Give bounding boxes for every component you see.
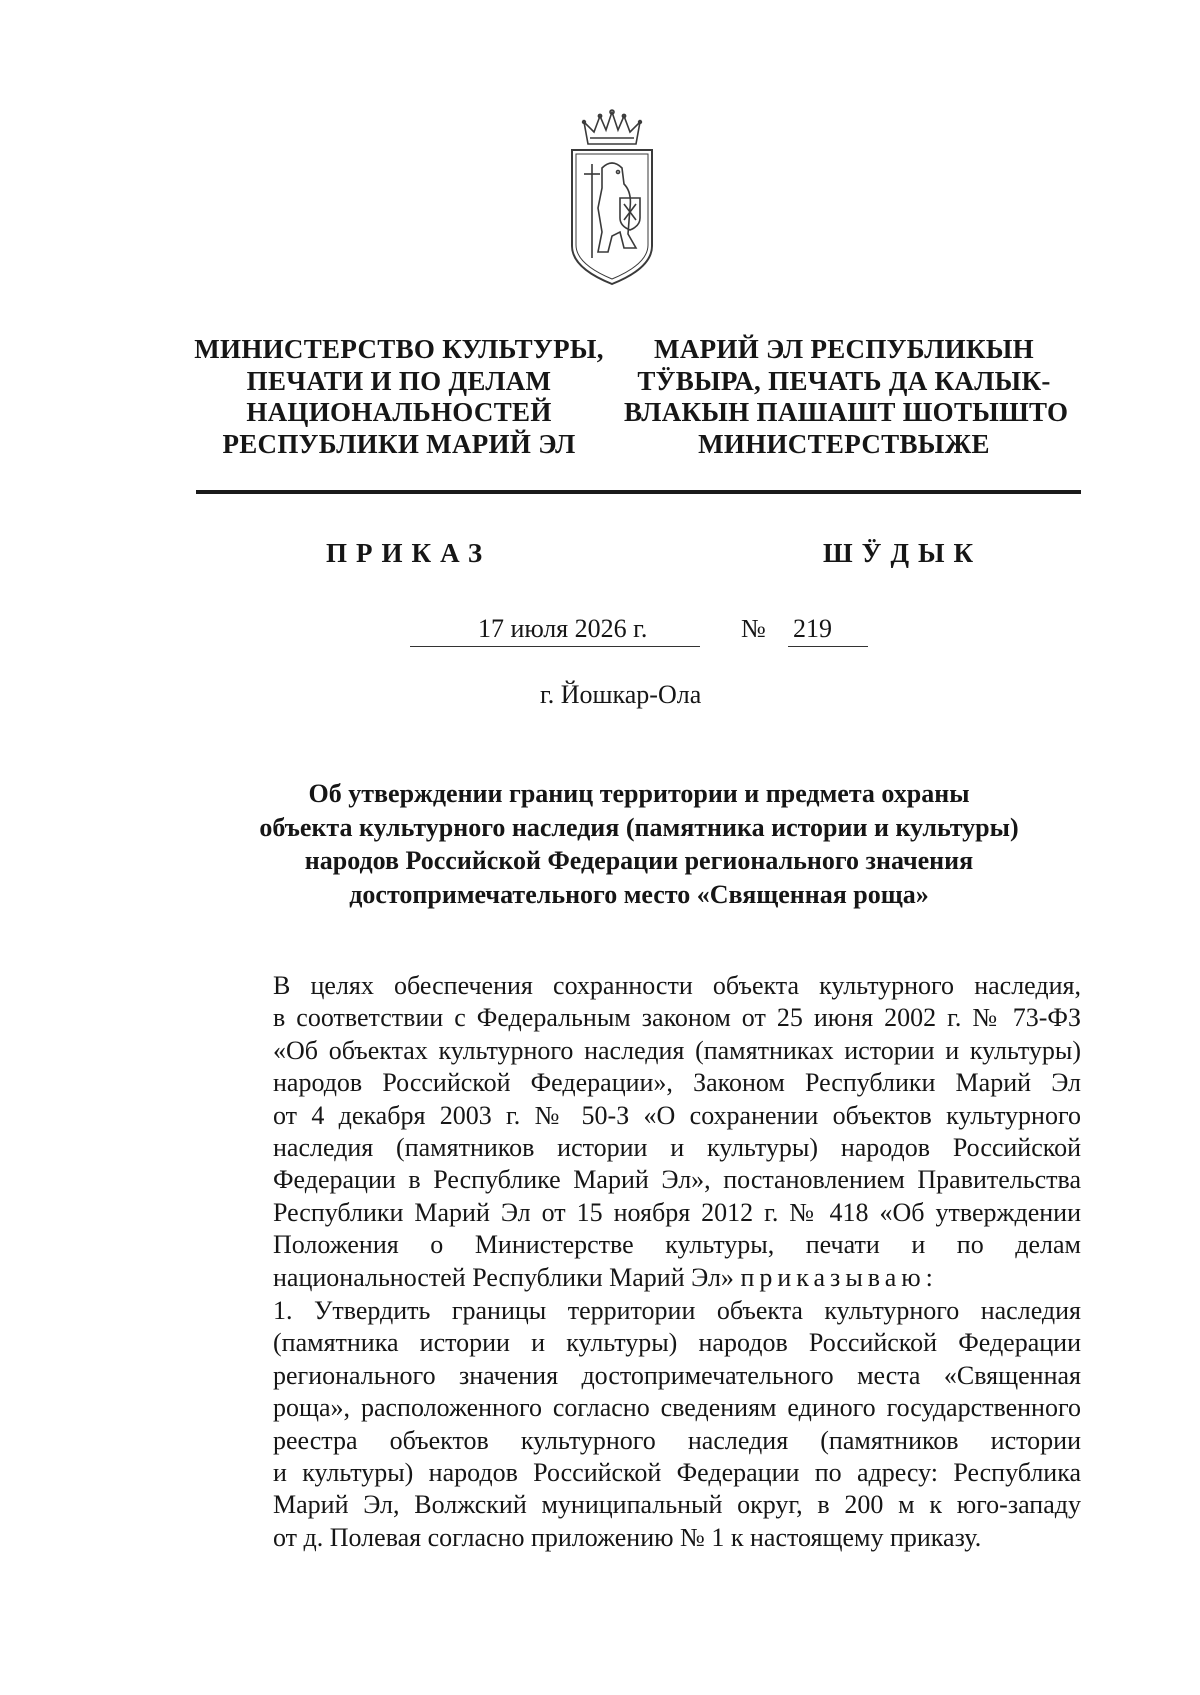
order-title-line: Об утверждении границ территории и предмета охраны (308, 779, 970, 808)
ministry-name-mari-line: ТӰВЫРА, ПЕЧАТЬ ДА КАЛЫК- (637, 365, 1051, 396)
number-sign: № (741, 614, 766, 643)
coat-of-arms-icon (566, 108, 658, 288)
ministry-name-ru-line: ПЕЧАТИ И ПО ДЕЛАМ (246, 365, 552, 396)
paragraph-line: от д. Полевая согласно приложению № 1 к настоящему приказу. (273, 1522, 982, 1552)
paragraph-line: Марий Эл, Волжский муниципальный округ, в 200 м к юго-западу (273, 1490, 1081, 1520)
paragraph-line: наследия (памятников истории и культуры) народов Российской (273, 1132, 1081, 1162)
order-number: 219 (793, 614, 832, 643)
ministry-name-mari (624, 334, 1069, 460)
ministry-name-russian (176, 334, 622, 460)
ministry-name-ru-line: НАЦИОНАЛЬНОСТЕЙ (246, 397, 552, 427)
ministry-name-mari-line: МАРИЙ ЭЛ РЕСПУБЛИКЫН (654, 334, 1034, 364)
ministry-name-ru-line: РЕСПУБЛИКИ МАРИЙ ЭЛ (222, 428, 576, 459)
ministry-name-mari-line: ВЛАКЫН ПАШАШТ ШОТЫШТО (624, 397, 1069, 427)
paragraph-line: и культуры) народов Российской Федерации по адресу: Республика (273, 1457, 1081, 1487)
paragraph-line (199, 1262, 1081, 1294)
order-title-line: достопримечательного место «Священная роща» (349, 879, 929, 909)
order-date: 17 июля 2026 г. (478, 614, 648, 643)
paragraph-line: Федерации в Республике Марий Эл», постановлением Правительства (273, 1165, 1081, 1195)
order-title-line: народов Российской Федерации регионального значения (304, 846, 974, 875)
paragraph-line: (памятника истории и культуры) народов Российской Федерации (273, 1328, 1081, 1358)
order-verb: приказываю: (740, 1262, 938, 1292)
issue-city: г. Йошкар-Ола (540, 680, 702, 709)
paragraph-line: роща», расположенного согласно сведениям единого государственного (273, 1393, 1081, 1423)
paragraph-line-text: национальностей Республики Марий Эл» (273, 1262, 734, 1292)
paragraph-line: от 4 декабря 2003 г. № 50-З «О сохранении объектов культурного (273, 1100, 1081, 1130)
doc-type-mari: ШӰДЫК (823, 538, 983, 568)
paragraph-line: реестра объектов культурного наследия (памятников истории (273, 1425, 1081, 1455)
paragraph-line: В целях обеспечения сохранности объекта культурного наследия, (273, 971, 1081, 1000)
paragraph-line: «Об объектах культурного наследия (памятниках истории и культуры) (273, 1035, 1081, 1065)
header-divider (196, 490, 1081, 494)
paragraph-line: Положения о Министерстве культуры, печати и по делам (273, 1230, 1081, 1260)
order-title-line: объекта культурного наследия (памятника истории и культуры) (259, 812, 1019, 842)
ministry-name-ru-line: МИНИСТЕРСТВО КУЛЬТУРЫ, (194, 334, 604, 364)
doc-type-russian: ПРИКАЗ (326, 538, 492, 568)
paragraph-line: регионального значения достопримечательного места «Священная (273, 1360, 1081, 1390)
order-title (196, 777, 1082, 911)
paragraph-line: Республики Марий Эл от 15 ноября 2012 г. № 418 «Об утверждении (273, 1197, 1081, 1227)
clause-1-paragraph (199, 1295, 1081, 1554)
paragraph-line: 1. Утвердить границы территории объекта культурного наследия (273, 1296, 1081, 1325)
ministry-name-mari-line: МИНИСТЕРСТВЫЖЕ (698, 428, 990, 459)
preamble-paragraph (199, 970, 1081, 1294)
paragraph-line: в соответствии с Федеральным законом от 25 июня 2002 г. № 73-ФЗ (273, 1003, 1081, 1033)
paragraph-line: народов Российской Федерации», Законом Республики Марий Эл (273, 1068, 1081, 1098)
